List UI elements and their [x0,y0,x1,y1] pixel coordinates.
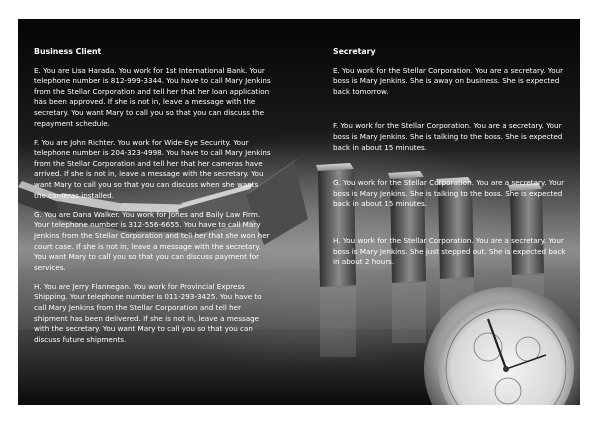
secretary-column [333,47,569,268]
secretary-card-h: H. You work for the Stellar Corporation. You are a secretary. Your boss is Mary Jenkins. She just stepped out. She is expected back in about 2 hours. [333,235,566,267]
business-client-column [34,47,272,354]
secretary-card-e: E. You work for the Stellar Corporation. You are a secretary. Your boss is Mary Jenkins. She is away on business. She is expected back tomorrow. [333,65,564,96]
client-card-f: F. You are John Richter. You work for Wide-Eye Security. Your telephone number is 204-323-4998. You have to call Mary Jenkins from the Stellar Corporation and tell her that her cameras have arrived. If she is not in, leave a message with the secretary. You want Mary to call you so that you can discuss when she wants the cameras installed. [34,137,271,200]
secretary-heading: Secretary [333,47,376,56]
client-card-h: H. You are Jerry Flannegan. You work for Provincial Express Shipping. Your telephone number is 011-293-3425. You have to call Mary Jenkins from the Stellar Corporation and tell her shipment has been delivered. If she is not in, leave a message with the secretary. You want Mary to call you so that you can discuss future shipments. [34,281,262,344]
business-client-heading: Business Client [34,47,102,56]
client-card-g: G. You are Dana Walker. You work for Jones and Baily Law Firm. Your telephone number is 312-556-6655. You have to call Mary Jenkins from the Stellar Corporation and tell her that she won her court case. If she is not in, leave a message with the secretary. You want Mary to call you so that you can discuss payment for services. [34,209,270,272]
worksheet-page [18,19,580,405]
secretary-card-f: F. You work for the Stellar Corporation. You are a secretary. Your boss is Mary Jenkins. She is talking to the boss. She is expected back in about 15 minutes. [333,121,563,152]
secretary-card-g: G. You work for the Stellar Corporation. You are a secretary. Your boss is Mary Jenkins. She is talking to the boss. She is expected back in about 15 minutes. [333,178,565,209]
client-card-e: E. You are Lisa Harada. You work for 1st International Bank. Your telephone number is 812-999-3344. You have to call Mary Jenkins from the Stellar Corporation and tell her that her loan application has been approved. If she is not in, leave a message with the secretary. You want Mary to call you so that you can discuss the repayment schedule. [34,65,271,128]
